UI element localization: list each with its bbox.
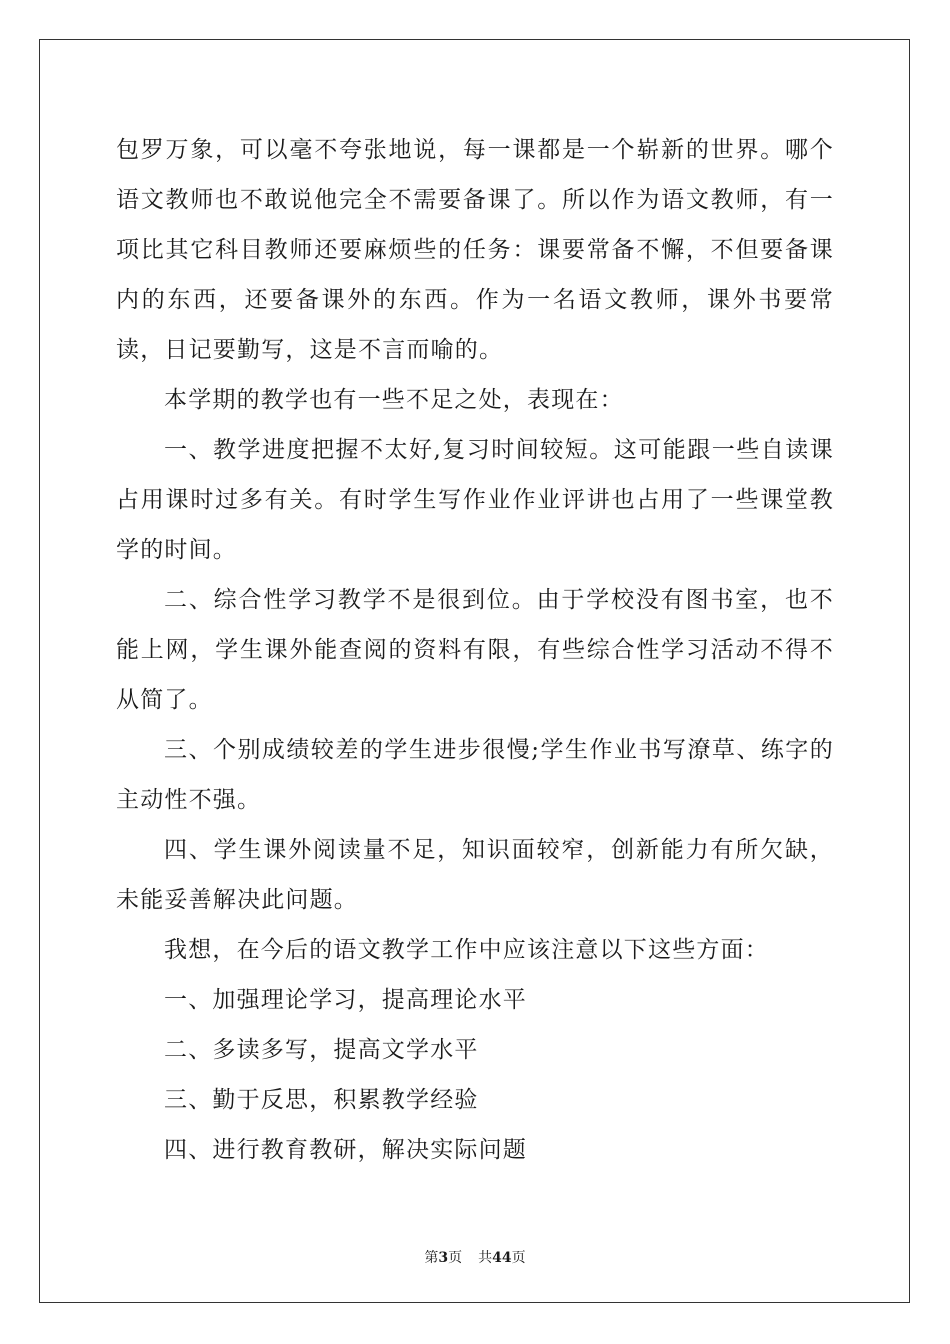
total-prefix: 共 bbox=[478, 1250, 493, 1266]
document-body bbox=[116, 125, 834, 1175]
list-item-2: 二、多读多写，提高文学水平 bbox=[164, 1037, 479, 1063]
page-suffix: 页 bbox=[448, 1250, 463, 1266]
paragraph-7: 我想，在今后的语文教学工作中应该注意以下这些方面： bbox=[164, 937, 769, 963]
total-suffix: 页 bbox=[511, 1250, 526, 1266]
paragraph-4: 二、综合性学习教学不是很到位。由于学校没有图书室，也不能上网，学生课外能查阅的资料有限，有些综合性学习活动不得不从简了。 bbox=[116, 587, 834, 713]
paragraph-6: 四、学生课外阅读量不足，知识面较窄，创新能力有所欠缺，未能妥善解决此问题。 bbox=[116, 837, 834, 913]
total-pages: 44 bbox=[492, 1250, 512, 1266]
page-number: 3 bbox=[438, 1250, 449, 1266]
paragraph-2: 本学期的教学也有一些不足之处，表现在： bbox=[164, 387, 624, 413]
list-item-1: 一、加强理论学习，提高理论水平 bbox=[164, 987, 527, 1013]
list-item-3: 三、勤于反思，积累教学经验 bbox=[164, 1087, 479, 1113]
page-footer bbox=[0, 1247, 950, 1267]
paragraph-3: 一、教学进度把握不太好,复习时间较短。这可能跟一些自读课占用课时过多有关。有时学生写作业作业评讲也占用了一些课堂教学的时间。 bbox=[116, 437, 834, 563]
paragraph-1: 包罗万象，可以毫不夸张地说，每一课都是一个崭新的世界。哪个语文教师也不敢说他完全不需要备课了。所以作为语文教师，有一项比其它科目教师还要麻烦些的任务：课要常备不懈，不但要备课内的东西，还要备课外的东西。作为一名语文教师，课外书要常读，日记要勤写，这是不言而喻的。 bbox=[116, 137, 834, 363]
paragraph-5: 三、个别成绩较差的学生进步很慢;学生作业书写潦草、练字的主动性不强。 bbox=[116, 737, 834, 813]
list-item-4: 四、进行教育教研，解决实际问题 bbox=[164, 1137, 527, 1163]
page-prefix: 第 bbox=[424, 1250, 439, 1266]
